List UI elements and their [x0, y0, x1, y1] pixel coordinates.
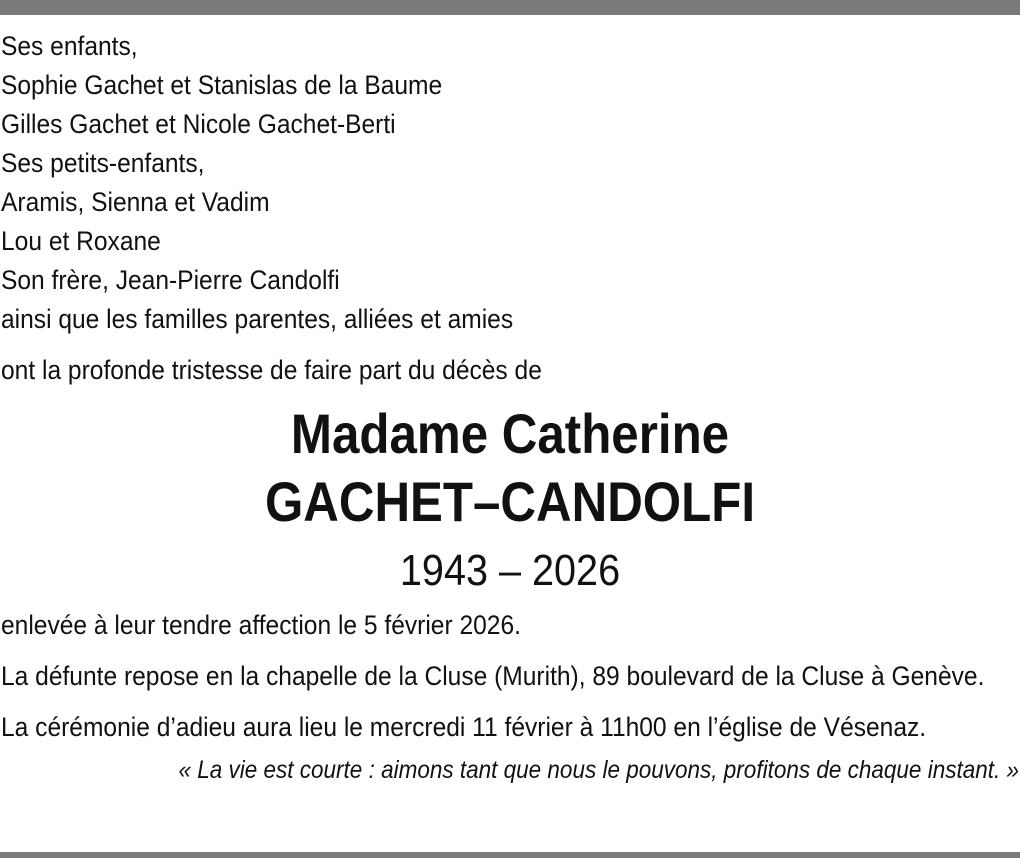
- family-line: ainsi que les familles parentes, alliées et amies: [1, 304, 514, 334]
- bottom-rule: [0, 852, 1020, 858]
- intro-text: ont la profonde tristesse de faire part du décès de: [1, 355, 542, 385]
- family-line: Son frère, Jean-Pierre Candolfi: [1, 265, 340, 295]
- obituary-notice: [1, 27, 1019, 789]
- passing-text: enlevée à leur tendre affection le 5 février 2026.: [1, 610, 521, 640]
- deceased-name-line1: Madame Catherine: [290, 402, 730, 465]
- top-rule: [0, 0, 1020, 15]
- memorial-quote: « La vie est courte : aimons tant que nous le pouvons, profitons de chaque instant. »: [178, 756, 1019, 784]
- family-line: Lou et Roxane: [1, 226, 161, 256]
- family-line: Aramis, Sienna et Vadim: [1, 187, 270, 217]
- family-line: Ses enfants,: [1, 31, 138, 61]
- repose-text: La défunte repose en la chapelle de la Cluse (Murith), 89 boulevard de la Cluse à Genève.: [1, 661, 985, 691]
- family-line: Ses petits-enfants,: [1, 148, 205, 178]
- life-years: 1943 – 2026: [399, 546, 621, 595]
- ceremony-text: La cérémonie d’adieu aura lieu le mercredi 11 février à 11h00 en l’église de Vésenaz.: [1, 712, 927, 742]
- family-line: Sophie Gachet et Stanislas de la Baume: [1, 70, 443, 100]
- family-line: Gilles Gachet et Nicole Gachet-Berti: [1, 109, 396, 139]
- deceased-name-line2: GACHET–CANDOLFI: [264, 470, 756, 533]
